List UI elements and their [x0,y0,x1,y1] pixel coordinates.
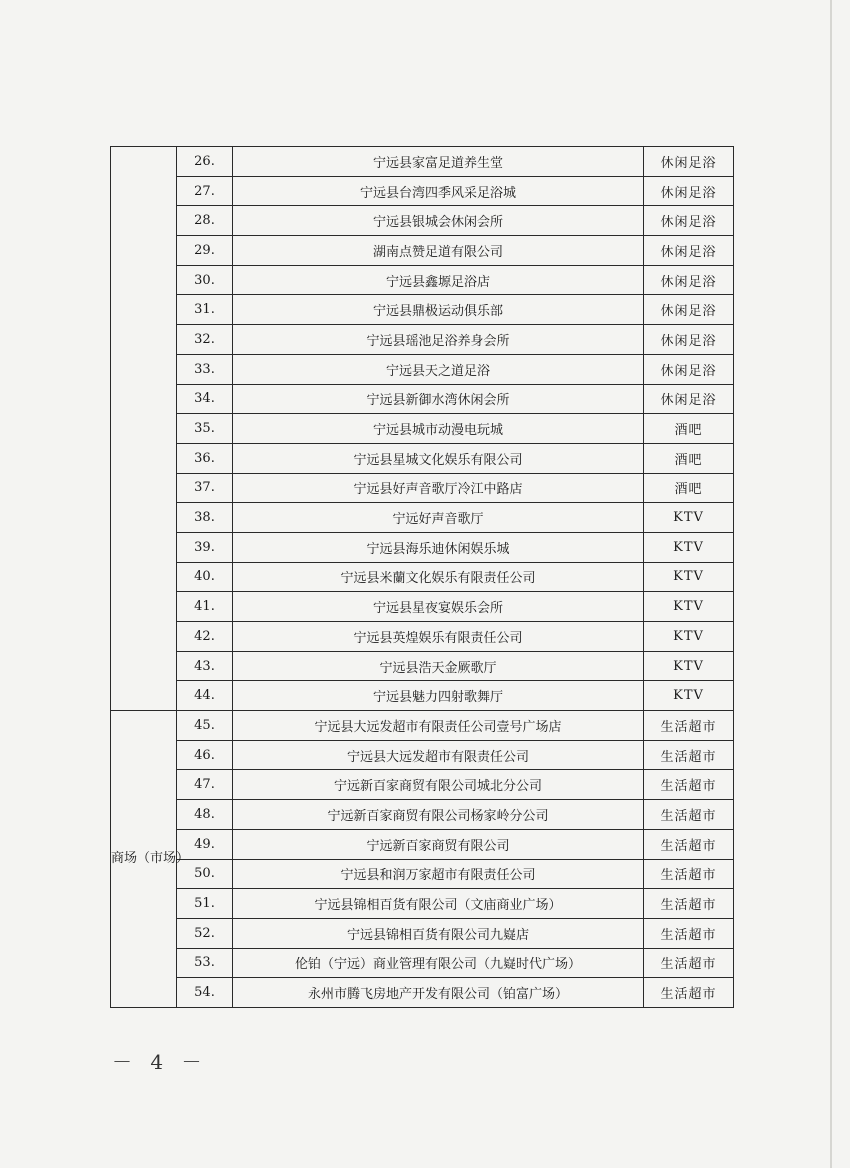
row-number-cell: 33. [177,354,233,384]
venue-name-cell: 宁远新百家商贸有限公司 [233,829,644,859]
row-number-cell: 45. [177,711,233,741]
venue-type-cell: 休闲足浴 [644,384,734,414]
row-number-cell: 51. [177,889,233,919]
table-row [111,859,734,889]
venue-name-cell: 宁远县鑫塬足浴店 [233,265,644,295]
venue-type-cell: 休闲足浴 [644,265,734,295]
table-row [111,503,734,533]
venue-type-cell: 酒吧 [644,443,734,473]
row-number-cell: 42. [177,622,233,652]
table-row [111,176,734,206]
venue-name-cell: 宁远县好声音歌厅冷江中路店 [233,473,644,503]
table-row [111,443,734,473]
venue-type-cell: 生活超市 [644,978,734,1008]
row-number-cell: 34. [177,384,233,414]
table-row [111,740,734,770]
row-number-cell: 37. [177,473,233,503]
venue-name-cell: 宁远县和润万家超市有限责任公司 [233,859,644,889]
venue-name-cell: 宁远县银城会休闲会所 [233,206,644,236]
table-row [111,651,734,681]
venue-type-cell: 休闲足浴 [644,325,734,355]
venue-type-cell: KTV [644,651,734,681]
venue-type-cell: 休闲足浴 [644,295,734,325]
venue-type-cell: 生活超市 [644,918,734,948]
table-row [111,473,734,503]
row-number-cell: 29. [177,236,233,266]
venue-type-cell: 休闲足浴 [644,206,734,236]
venue-name-cell: 宁远县大远发超市有限责任公司壹号广场店 [233,711,644,741]
row-number-cell: 50. [177,859,233,889]
row-number-cell: 44. [177,681,233,711]
venue-type-cell: 酒吧 [644,414,734,444]
table-row [111,889,734,919]
table-row [111,829,734,859]
venue-name-cell: 宁远新百家商贸有限公司杨家岭分公司 [233,800,644,830]
venue-type-cell: 生活超市 [644,859,734,889]
row-number-cell: 43. [177,651,233,681]
venue-name-cell: 宁远县海乐迪休闲娱乐城 [233,532,644,562]
row-number-cell: 41. [177,592,233,622]
venue-table [110,146,734,1008]
venue-type-cell: 休闲足浴 [644,176,734,206]
table-row [111,918,734,948]
venue-type-cell: KTV [644,622,734,652]
venue-name-cell: 宁远县鼎极运动俱乐部 [233,295,644,325]
venue-type-cell: 生活超市 [644,829,734,859]
venue-type-cell: 生活超市 [644,711,734,741]
row-number-cell: 36. [177,443,233,473]
row-number-cell: 46. [177,740,233,770]
venue-table-body [111,147,734,1008]
table-row [111,800,734,830]
table-row [111,711,734,741]
venue-name-cell: 宁远县大远发超市有限责任公司 [233,740,644,770]
venue-name-cell: 宁远县英煌娱乐有限责任公司 [233,622,644,652]
row-number-cell: 47. [177,770,233,800]
venue-type-cell: 休闲足浴 [644,354,734,384]
row-number-cell: 52. [177,918,233,948]
venue-name-cell: 宁远新百家商贸有限公司城北分公司 [233,770,644,800]
table-row [111,206,734,236]
venue-name-cell: 宁远县瑶池足浴养身会所 [233,325,644,355]
row-number-cell: 48. [177,800,233,830]
row-number-cell: 31. [177,295,233,325]
table-row [111,532,734,562]
table-row [111,354,734,384]
venue-name-cell: 宁远县星夜宴娱乐会所 [233,592,644,622]
table-row [111,147,734,177]
table-row [111,592,734,622]
venue-name-cell: 宁远县浩天金厥歌厅 [233,651,644,681]
venue-name-cell: 宁远县新御水湾休闲会所 [233,384,644,414]
venue-name-cell: 伦铂（宁远）商业管理有限公司（九嶷时代广场） [233,948,644,978]
page-number: － 4 － [112,1050,208,1074]
table-row [111,414,734,444]
venue-type-cell: 休闲足浴 [644,147,734,177]
table-row [111,265,734,295]
venue-name-cell: 宁远县城市动漫电玩城 [233,414,644,444]
venue-name-cell: 湖南点赞足道有限公司 [233,236,644,266]
row-number-cell: 39. [177,532,233,562]
table-row [111,325,734,355]
table-row [111,948,734,978]
venue-type-cell: KTV [644,562,734,592]
venue-type-cell: 生活超市 [644,770,734,800]
table-row [111,681,734,711]
venue-name-cell: 宁远县天之道足浴 [233,354,644,384]
table-row [111,562,734,592]
venue-type-cell: KTV [644,532,734,562]
row-number-cell: 49. [177,829,233,859]
row-number-cell: 54. [177,978,233,1008]
table-row [111,236,734,266]
venue-name-cell: 宁远县台湾四季风采足浴城 [233,176,644,206]
table-row [111,770,734,800]
row-number-cell: 40. [177,562,233,592]
table-row [111,384,734,414]
venue-name-cell: 宁远好声音歌厅 [233,503,644,533]
venue-type-cell: 生活超市 [644,889,734,919]
row-number-cell: 26. [177,147,233,177]
venue-type-cell: 生活超市 [644,948,734,978]
row-number-cell: 35. [177,414,233,444]
scan-edge-line [830,0,832,1168]
venue-name-cell: 永州市腾飞房地产开发有限公司（铂富广场） [233,978,644,1008]
table-row [111,978,734,1008]
row-number-cell: 53. [177,948,233,978]
venue-type-cell: 休闲足浴 [644,236,734,266]
venue-type-cell: KTV [644,681,734,711]
venue-type-cell: KTV [644,503,734,533]
row-number-cell: 27. [177,176,233,206]
row-number-cell: 28. [177,206,233,236]
venue-name-cell: 宁远县米蘭文化娱乐有限责任公司 [233,562,644,592]
table-row [111,295,734,325]
row-number-cell: 32. [177,325,233,355]
row-number-cell: 38. [177,503,233,533]
table-row [111,622,734,652]
venue-type-cell: 生活超市 [644,740,734,770]
venue-name-cell: 宁远县星城文化娱乐有限公司 [233,443,644,473]
venue-name-cell: 宁远县家富足道养生堂 [233,147,644,177]
venue-type-cell: 生活超市 [644,800,734,830]
venue-name-cell: 宁远县魅力四射歌舞厅 [233,681,644,711]
row-number-cell: 30. [177,265,233,295]
category-cell: 商场（市场） [111,711,177,1008]
venue-name-cell: 宁远县锦相百货有限公司九嶷店 [233,918,644,948]
venue-type-cell: KTV [644,592,734,622]
venue-name-cell: 宁远县锦相百货有限公司（文庙商业广场） [233,889,644,919]
category-cell [111,147,177,711]
venue-type-cell: 酒吧 [644,473,734,503]
